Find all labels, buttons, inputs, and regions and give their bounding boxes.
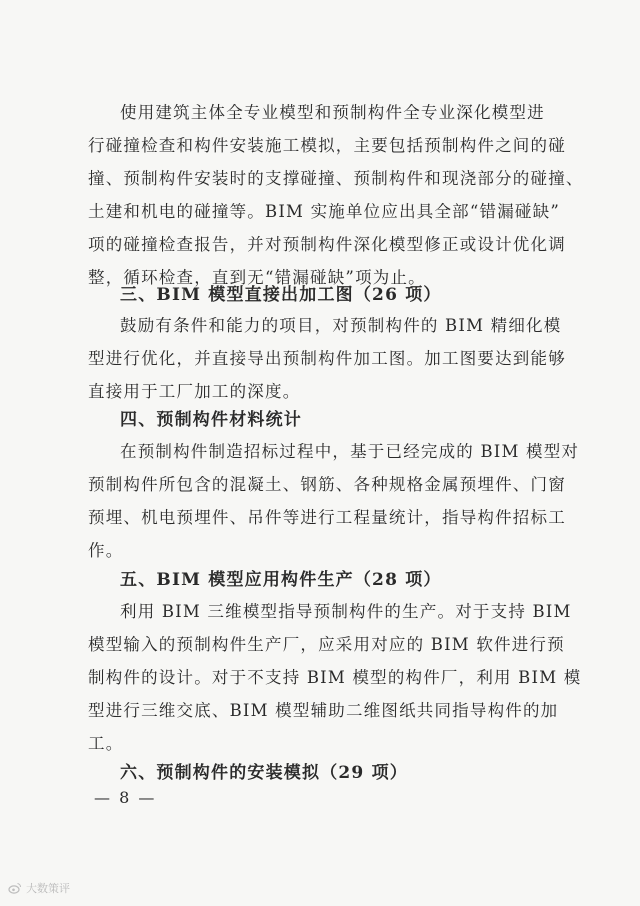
text-line: 工。 [88,734,124,753]
page-number: — 8 — [94,788,157,807]
paragraph-fabrication-drawings [88,309,566,408]
text-line: 鼓励有条件和能力的项目，对预制构件的 BIM 精细化模 [120,316,562,335]
text-line: 土建和机电的碰撞等。BIM 实施单位应出具全部“错漏碰缺” [88,202,560,221]
text-line: 预埋、机电预埋件、吊件等进行工程量统计，指导构件招标工 [88,508,566,527]
text-line: 在预制构件制造招标过程中，基于已经完成的 BIM 模型对 [120,442,580,461]
section-heading-3: 三、BIM 模型直接出加工图（26 项） [120,285,442,305]
text-line: 作。 [88,541,124,560]
paragraph-material-statistics [88,435,580,567]
paragraph-collision-check [88,96,584,294]
weibo-icon [8,881,22,895]
section-heading-4: 四、预制构件材料统计 [120,410,302,430]
section-heading-5: 五、BIM 模型应用构件生产（28 项） [120,570,442,590]
text-line: 利用 BIM 三维模型指导预制构件的生产。对于支持 BIM [120,602,572,621]
text-line: 型进行三维交底、BIM 模型辅助二维图纸共同指导构件的加 [88,701,559,720]
text-line: 直接用于工厂加工的深度。 [88,382,301,401]
watermark-text: 大数策评 [26,882,70,895]
text-line: 预制构件所包含的混凝土、钢筋、各种规格金属预埋件、门窗 [88,475,566,494]
text-line: 制构件的设计。对于不支持 BIM 模型的构件厂，利用 BIM 模 [88,668,582,687]
text-line: 使用建筑主体全专业模型和预制构件全专业深化模型进 [120,103,545,122]
text-line: 模型输入的预制构件生产厂，应采用对应的 BIM 软件进行预 [88,635,565,654]
section-heading-6: 六、预制构件的安装模拟（29 项） [120,763,408,783]
paragraph-component-production [88,595,582,760]
text-line: 整，循环检查，直到无“错漏碰缺”项为止。 [88,268,426,287]
text-line: 行碰撞检查和构件安装施工模拟，主要包括预制构件之间的碰 [88,136,566,155]
text-line: 型进行优化，并直接导出预制构件加工图。加工图要达到能够 [88,349,566,368]
text-line: 撞、预制构件安装时的支撑碰撞、预制构件和现浇部分的碰撞、 [88,169,584,188]
watermark [8,880,70,896]
text-line: 项的碰撞检查报告，并对预制构件深化模型修正或设计优化调 [88,235,566,254]
